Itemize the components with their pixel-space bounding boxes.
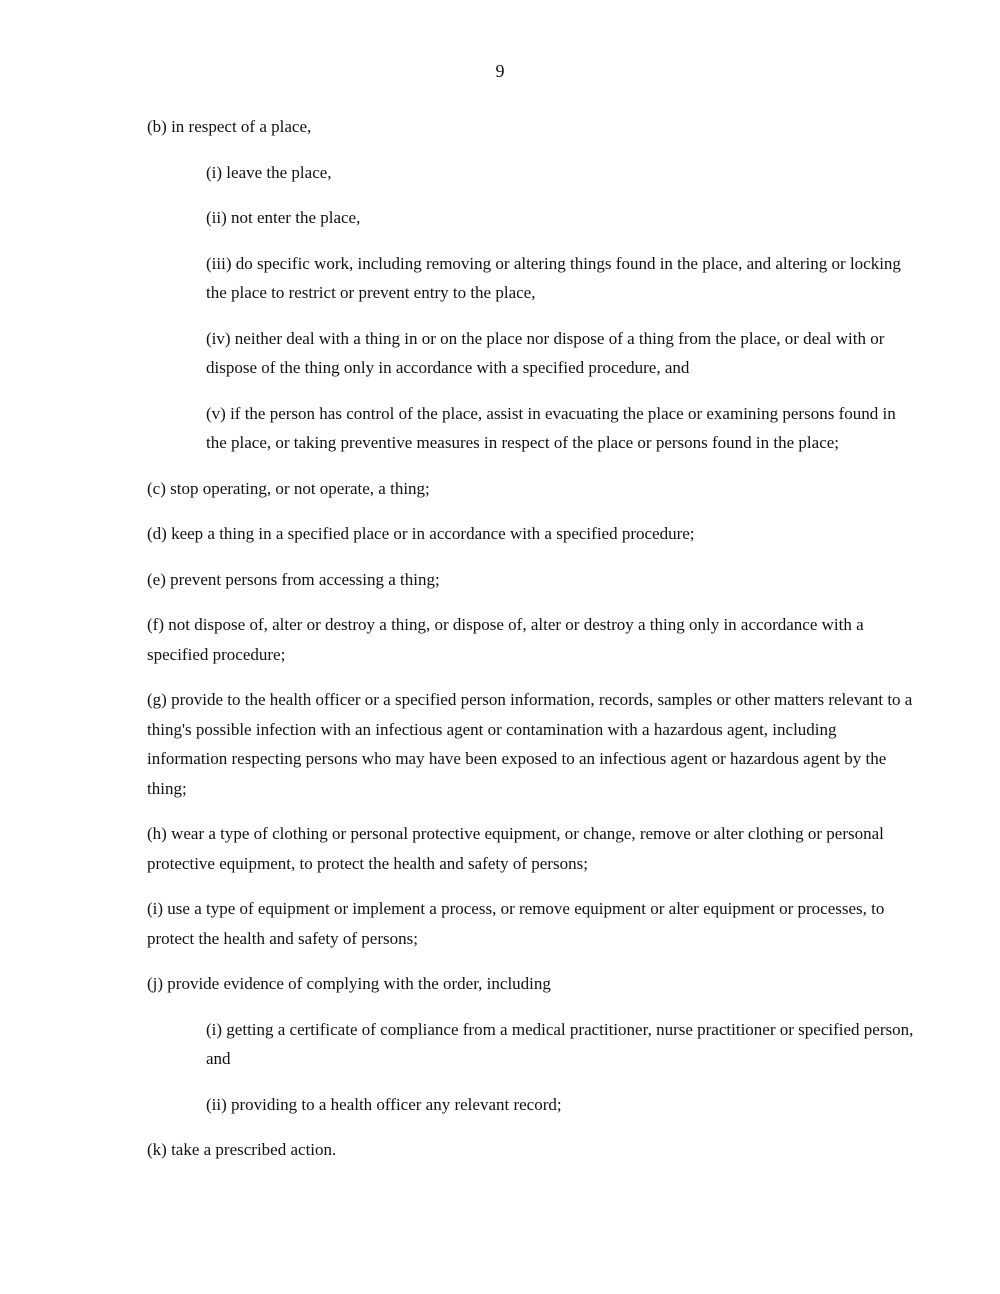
clause-g: (g) provide to the health officer or a specified person information, records, samples or other matters relevant to a thing's possible infection with an infectious agent or contamination with a hazardous agent, including information respecting persons who may have been exposed to an infectious agent or hazardous agent by the thing;: [147, 690, 913, 798]
clause-e: (e) prevent persons from accessing a thing;: [147, 569, 440, 589]
clause-b: (b) in respect of a place,: [147, 117, 312, 136]
clause-b-ii: (ii) not enter the place,: [206, 208, 361, 227]
clause-b-v: (v) if the person has control of the place, assist in evacuating the place or examining persons found in the place, or taking preventive measures in respect of the place or persons found in the place;: [206, 403, 896, 452]
clause-d: (d) keep a thing in a specified place or in accordance with a specified procedure;: [147, 524, 695, 543]
clause-i: (i) use a type of equipment or implement a process, or remove equipment or alter equipment or processes, to protect the health and safety of persons;: [147, 899, 885, 948]
clause-list: [147, 112, 917, 1181]
clause-j-ii: (ii) providing to a health officer any relevant record;: [206, 1094, 562, 1114]
clause-c: (c) stop operating, or not operate, a thing;: [147, 478, 430, 498]
clause-f: (f) not dispose of, alter or destroy a thing, or dispose of, alter or destroy a thing only in accordance with a specified procedure;: [147, 615, 864, 664]
clause-j-i: (i) getting a certificate of compliance from a medical practitioner, nurse practitioner or specified person, and: [206, 1019, 914, 1068]
clause-h: (h) wear a type of clothing or personal protective equipment, or change, remove or alter clothing or personal protective equipment, to protect the health and safety of persons;: [147, 824, 884, 873]
page-number: 9: [495, 61, 505, 81]
clause-k: (k) take a prescribed action.: [147, 1140, 337, 1159]
clause-b-iii: (iii) do specific work, including removing or altering things found in the place, and altering or locking the place to restrict or prevent entry to the place,: [206, 253, 901, 302]
clause-b-iv: (iv) neither deal with a thing in or on the place nor dispose of a thing from the place, or deal with or dispose of the thing only in accordance with a specified procedure, and: [206, 328, 885, 377]
clause-b-i: (i) leave the place,: [206, 162, 332, 182]
clause-j: (j) provide evidence of complying with the order, including: [147, 974, 551, 993]
